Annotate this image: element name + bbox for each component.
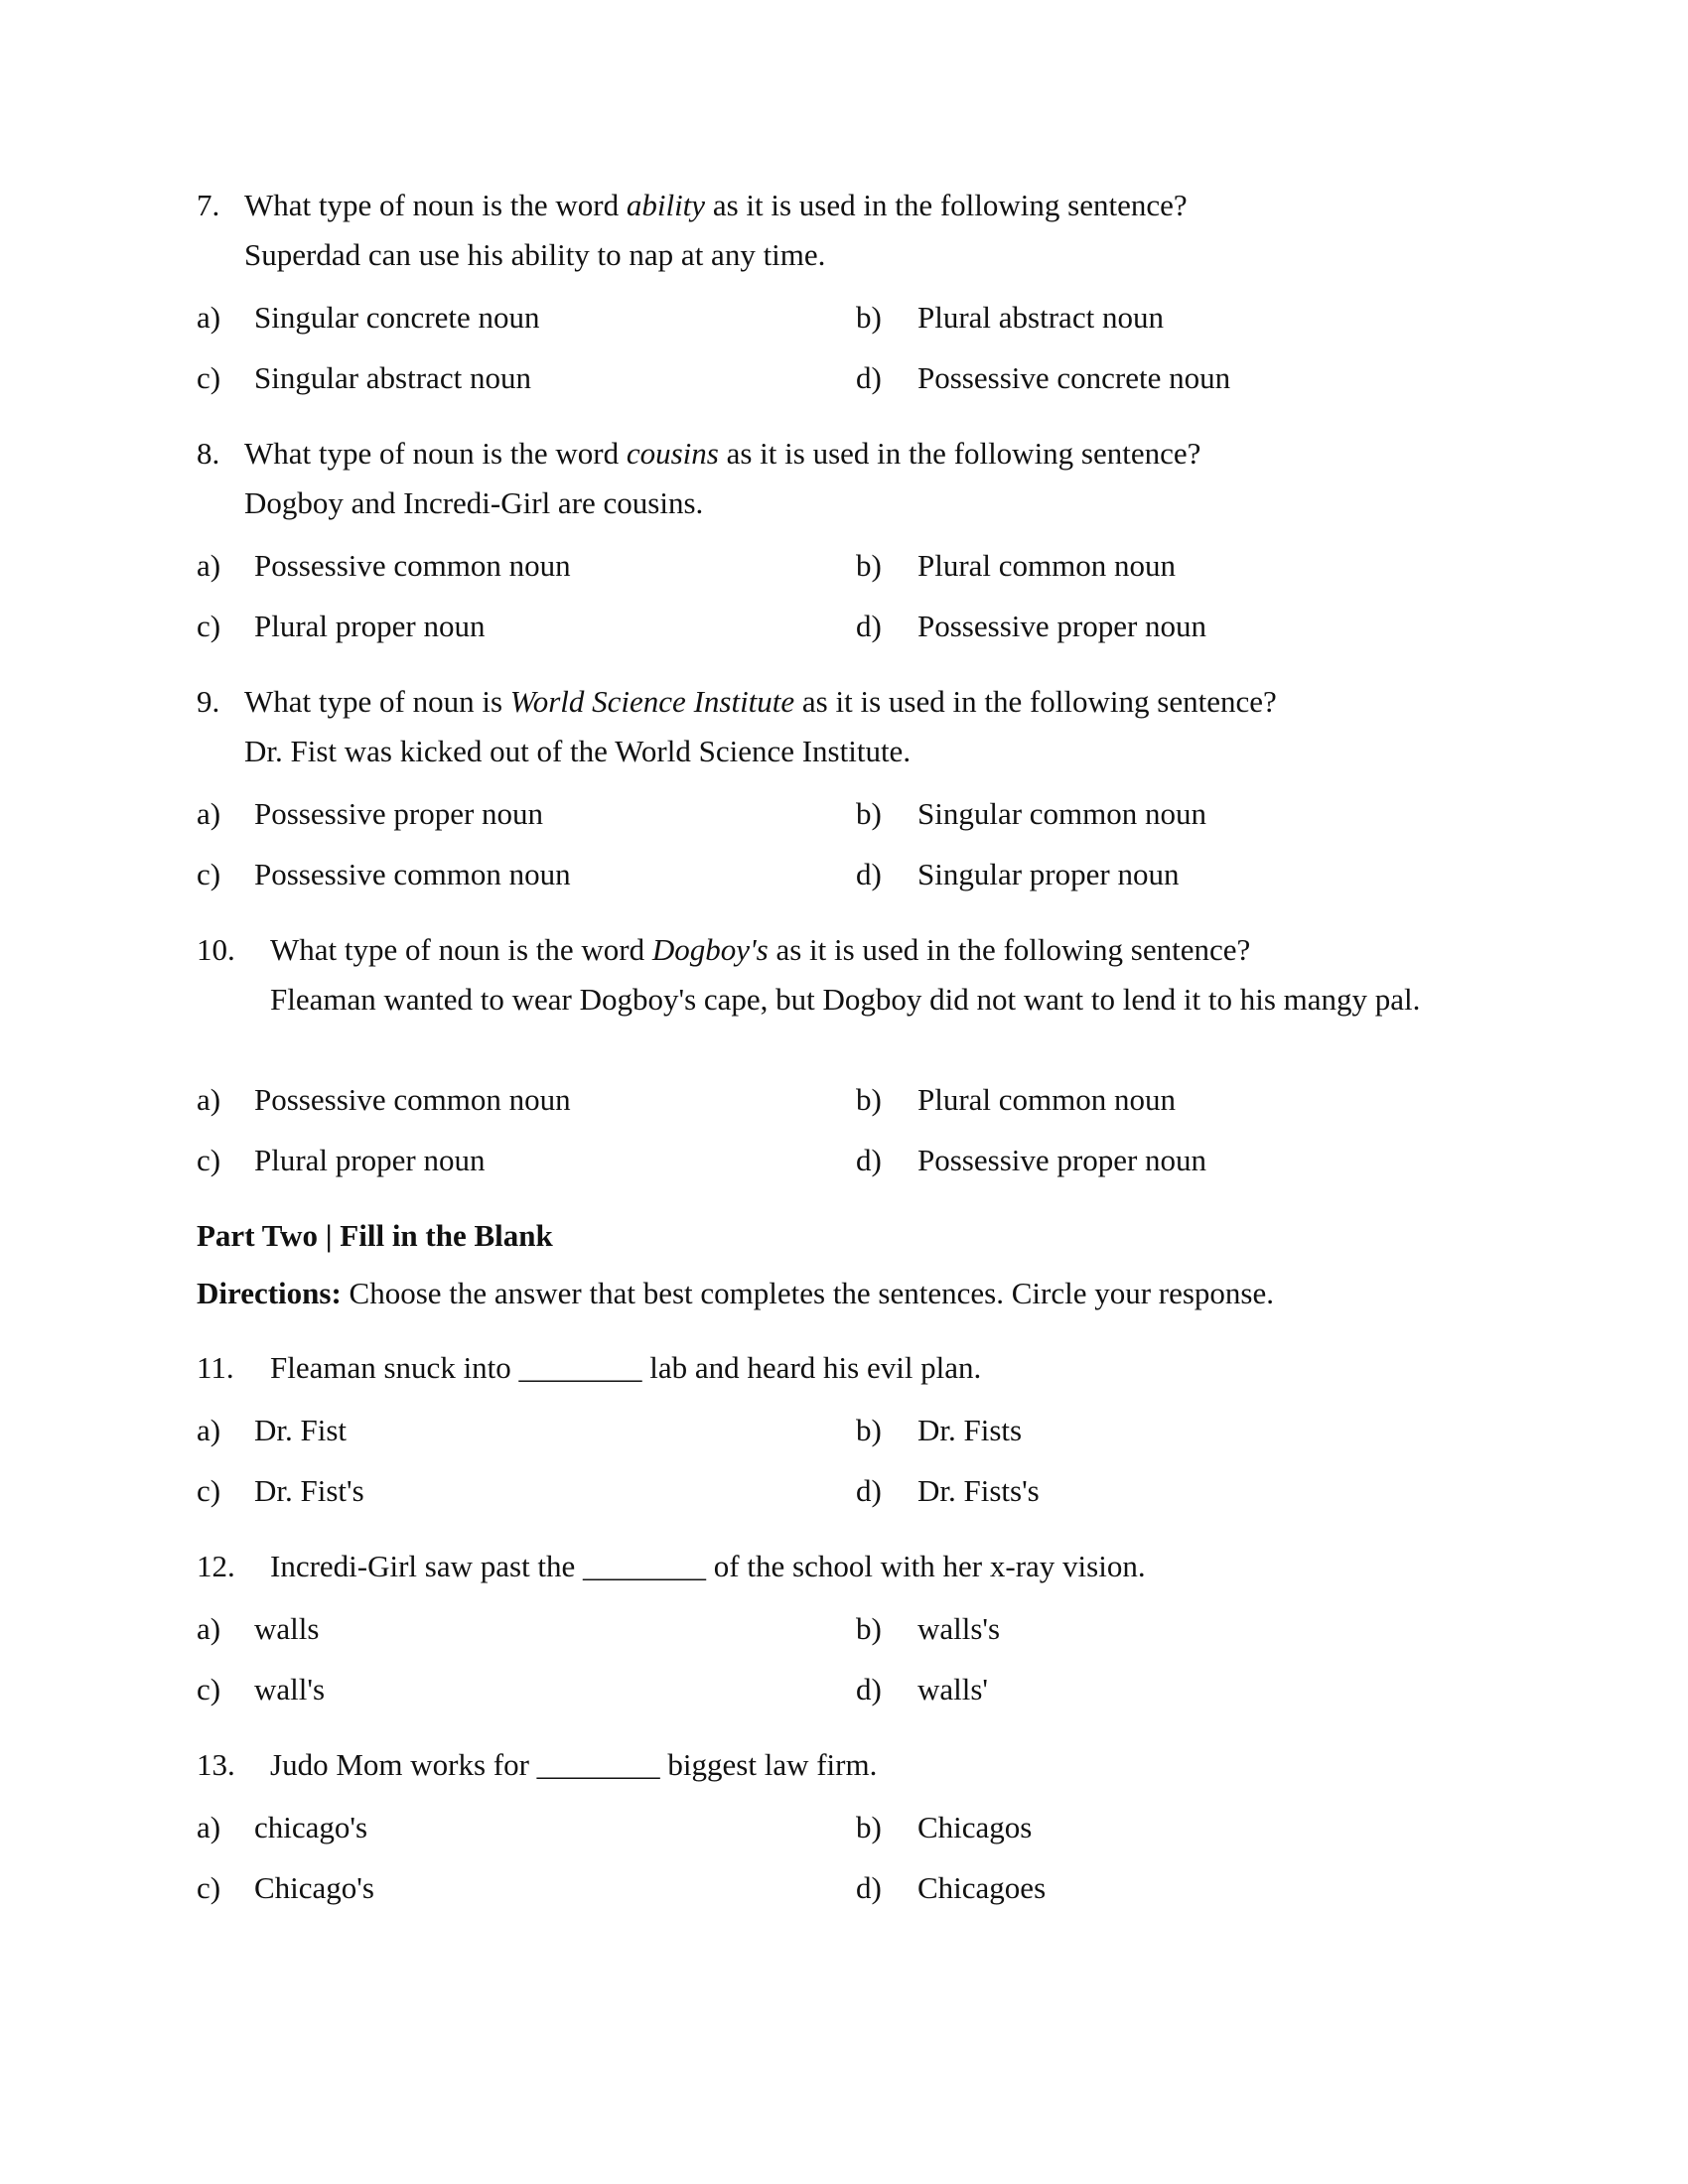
example-sentence: Dogboy and Incredi-Girl are cousins. <box>244 485 704 520</box>
question-11 <box>197 1349 1487 1387</box>
target-word: World Science Institute <box>509 684 795 719</box>
question-12 <box>197 1548 1487 1585</box>
question-8 <box>197 435 1487 522</box>
question-13 <box>197 1746 1487 1784</box>
question-10 <box>197 931 1448 1019</box>
directions-label: Directions: <box>197 1276 342 1310</box>
question-prompt: What type of noun is the word ability as it is used in the following sentence? <box>244 188 1188 222</box>
directions <box>197 1275 1274 1312</box>
question-prompt: What type of noun is the word Dogboy's as it is used in the following sentence? <box>270 932 1251 967</box>
question-prompt: Fleaman snuck into ________ lab and heard his evil plan. <box>270 1350 982 1385</box>
question-number: 13. <box>197 1747 235 1782</box>
question-number: 10. <box>197 932 235 967</box>
section-heading: Part Two | Fill in the Blank <box>197 1218 553 1253</box>
question-number: 12. <box>197 1549 235 1583</box>
question-number: 7. <box>197 188 220 222</box>
target-word: cousins <box>626 436 719 471</box>
example-sentence: Superdad can use his ability to nap at any time. <box>244 237 826 272</box>
example-sentence: Fleaman wanted to wear Dogboy's cape, but Dogboy did not want to lend it to his mangy pal. <box>270 982 1421 1017</box>
question-7 <box>197 187 1487 274</box>
question-number: 9. <box>197 684 220 719</box>
question-prompt: Judo Mom works for ________ biggest law firm. <box>270 1747 878 1782</box>
target-word: ability <box>626 188 706 222</box>
question-prompt: What type of noun is the word cousins as it is used in the following sentence? <box>244 436 1201 471</box>
directions-text: Choose the answer that best completes the sentences. Circle your response. <box>341 1276 1274 1310</box>
question-prompt: Incredi-Girl saw past the ________ of the school with her x-ray vision. <box>270 1549 1146 1583</box>
target-word: Dogboy's <box>651 932 769 967</box>
example-sentence: Dr. Fist was kicked out of the World Science Institute. <box>244 734 912 768</box>
question-number: 11. <box>197 1350 234 1385</box>
question-prompt: What type of noun is World Science Institute as it is used in the following sentence? <box>244 684 1277 719</box>
question-number: 8. <box>197 436 220 471</box>
worksheet-page: 7. What type of noun is the word ability as it is used in the following sentence? Superdad can use his ability to nap at any time. a) Singular concrete noun b) Plural abstract noun c) Singular abstract noun d) Possessive concrete noun 8. What type of noun is the word cousins as it is used in the following sentence? Dogboy and Incredi-Girl are cousins. a) Possessive common noun b) Plural common noun c) Plural proper noun d) Possessive proper noun 9. What type of noun is World Science Institute as it is used in the following sentence? Dr. Fist was kicked out of the World Science Institute. a) Possessive proper noun b) Singular common noun c) Possessive common noun d) Singular proper noun 10. What type of noun is the word Dogboy's as it is used in the following sentence? Fleaman wanted to wear Dogboy's cape, but Dogboy did not want to lend it to his mangy pal. a) Possessive common noun b) Plural common noun c) Plural proper noun d) Possessive proper noun Part Two | Fill in the Blank Directions: Choose the answer that best completes the sentences. Circle your response. 11. Fleaman snuck into ________ lab and heard his evil plan. a) Dr. Fist b) Dr. Fists c) Dr. Fist's d) Dr. Fists's 12. Incredi-Girl saw past the ________ of the school with her x-ray vision. a) walls b) walls's c) wall's d) walls' 13. Judo Mom works for ________ biggest law firm. a) chicago's b) Chicagos c) Chicago's d) Chicagoes <box>0 0 1688 2184</box>
question-9 <box>197 683 1487 770</box>
